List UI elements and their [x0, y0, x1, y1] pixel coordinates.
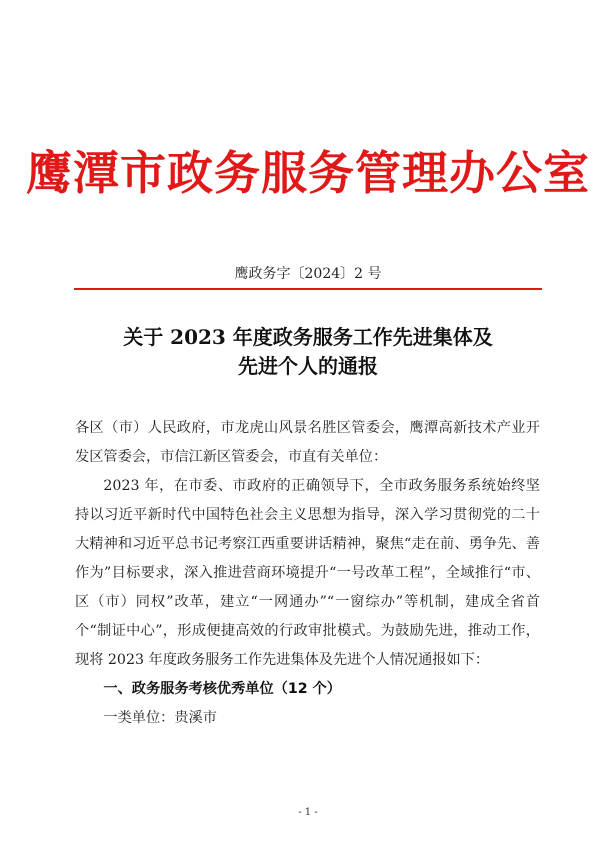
document-title [0, 323, 616, 381]
section-heading: 一、政务服务考核优秀单位（12 个） [103, 681, 341, 697]
red-divider [74, 288, 542, 290]
title-line-2: 先进个人的通报 [238, 354, 378, 378]
section-item: 一类单位：贵溪市 [103, 710, 217, 726]
document-body [75, 414, 540, 733]
issuer-name: 鹰潭市政务服务管理办公室 [26, 146, 590, 200]
title-line-1: 关于 2023 年度政务服务工作先进集体及 [123, 325, 493, 349]
document-number: 鹰政务字〔2024〕2 号 [234, 266, 382, 282]
body-paragraph: 2023 年，在市委、市政府的正确领导下，全市政务服务系统始终坚持以习近平新时代中国特色社会主义思想为指导，深入学习贯彻党的二十大精神和习近平总书记考察江西重要讲话精神，聚焦“走在前、勇争先、善作为”目标要求，深入推进营商环境提升“一号改革工程”，全域推行“市、区（市）同权”改革，建立“一网通办”“一窗综办”等机制，建成全省首个“制证中心”，形成便捷高效的行政审批模式。为鼓励先进，推动工作，现将 2023 年度政务服务工作先进集体及先进个人情况通报如下： [75, 478, 540, 668]
addressees: 各区（市）人民政府，市龙虎山风景名胜区管委会，鹰潭高新技术产业开发区管委会，市信江新区管委会，市直有关单位： [75, 420, 540, 465]
page-number: - 1 - [298, 807, 318, 818]
